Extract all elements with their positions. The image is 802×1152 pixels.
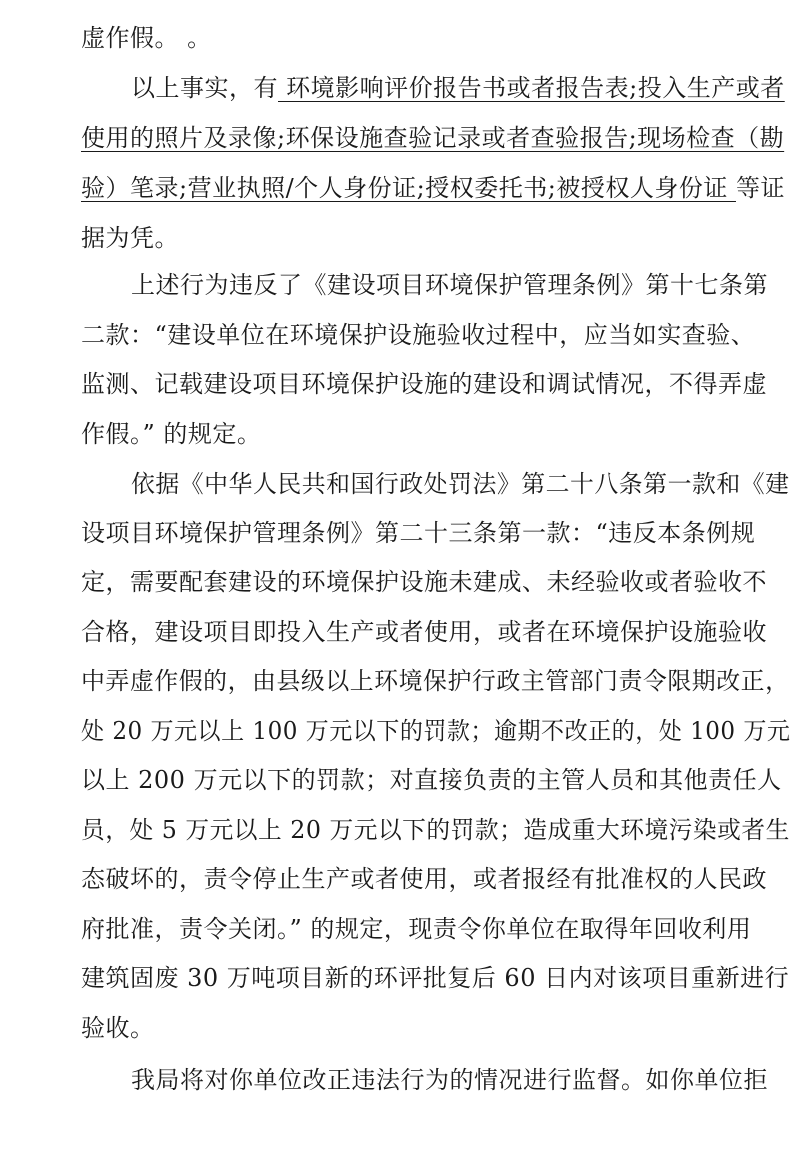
- text-span: 我局将对你单位改正违法行为的情况进行监督。如你单位拒: [131, 1066, 768, 1094]
- text-line: [81, 1008, 155, 1048]
- text-span: 二款：“建设单位在环境保护设施验收过程中，应当如实查验、: [81, 321, 756, 349]
- text-line: [81, 661, 790, 701]
- text-line: [81, 958, 789, 998]
- text-span: 以上事实，有: [131, 74, 278, 102]
- text-line: [81, 218, 179, 258]
- text-line: [81, 612, 767, 652]
- text-line: [81, 315, 755, 355]
- text-span: 依据《中华人民共和国行政处罚法》第二十八条第一款和《建: [131, 470, 790, 498]
- text-span: 虚作假。 。: [81, 24, 212, 52]
- text-line: [81, 364, 767, 404]
- text-line: [81, 118, 784, 158]
- text-span: 据为凭。: [81, 224, 179, 252]
- text-line: [131, 1060, 768, 1100]
- text-span: 监测、记载建设项目环境保护设施的建设和调试情况，不得弄虚: [81, 370, 767, 398]
- text-span: 上述行为违反了《建设项目环境保护管理条例》第十七条第: [131, 271, 768, 299]
- text-line: [81, 513, 755, 553]
- underlined-evidence-text: 使用的照片及录像;环保设施查验记录或者查验报告;现场检查（勘: [81, 124, 785, 152]
- text-span: 设项目环境保护管理条例》第二十三条第一款：“违反本条例规: [81, 519, 756, 547]
- text-span: 态破坏的，责令停止生产或者使用，或者报经有批准权的人民政: [81, 865, 767, 893]
- text-span: 验收。: [81, 1014, 155, 1042]
- text-span: 以上 200 万元以下的罚款；对直接负责的主管人员和其他责任人: [81, 766, 782, 794]
- text-span: 作假。” 的规定。: [81, 420, 262, 448]
- text-span: 合格，建设项目即投入生产或者使用，或者在环境保护设施验收: [81, 618, 767, 646]
- text-span: 府批准，责令关闭。” 的规定，现责令你单位在取得年回收利用: [81, 915, 752, 943]
- text-span: 建筑固废 30 万吨项目新的环评批复后 60 日内对该项目重新进行: [81, 964, 790, 992]
- text-line: [81, 18, 212, 58]
- text-line: [81, 810, 790, 850]
- text-span: 员，处 5 万元以上 20 万元以下的罚款；造成重大环境污染或者生: [81, 816, 790, 844]
- text-line: [131, 464, 790, 504]
- text-line: [81, 859, 767, 899]
- text-line: [81, 168, 785, 208]
- text-line: [81, 414, 261, 454]
- underlined-evidence-text: 环境影响评价报告书或者报告表;投入生产或者: [278, 74, 785, 102]
- text-line: [131, 68, 785, 108]
- text-span: 处 20 万元以上 100 万元以下的罚款；逾期不改正的，处 100 万元: [81, 717, 791, 745]
- text-span: 等证: [735, 174, 785, 202]
- text-line: [81, 909, 751, 949]
- text-span: 定，需要配套建设的环境保护设施未建成、未经验收或者验收不: [81, 568, 767, 596]
- text-line: [81, 760, 782, 800]
- underlined-evidence-text: 验）笔录;营业执照/个人身份证;授权委托书;被授权人身份证: [81, 174, 736, 202]
- text-line: [131, 265, 768, 305]
- text-span: 中弄虚作假的，由县级以上环境保护行政主管部门责令限期改正，: [81, 667, 790, 695]
- text-line: [81, 562, 767, 602]
- text-line: [81, 711, 790, 751]
